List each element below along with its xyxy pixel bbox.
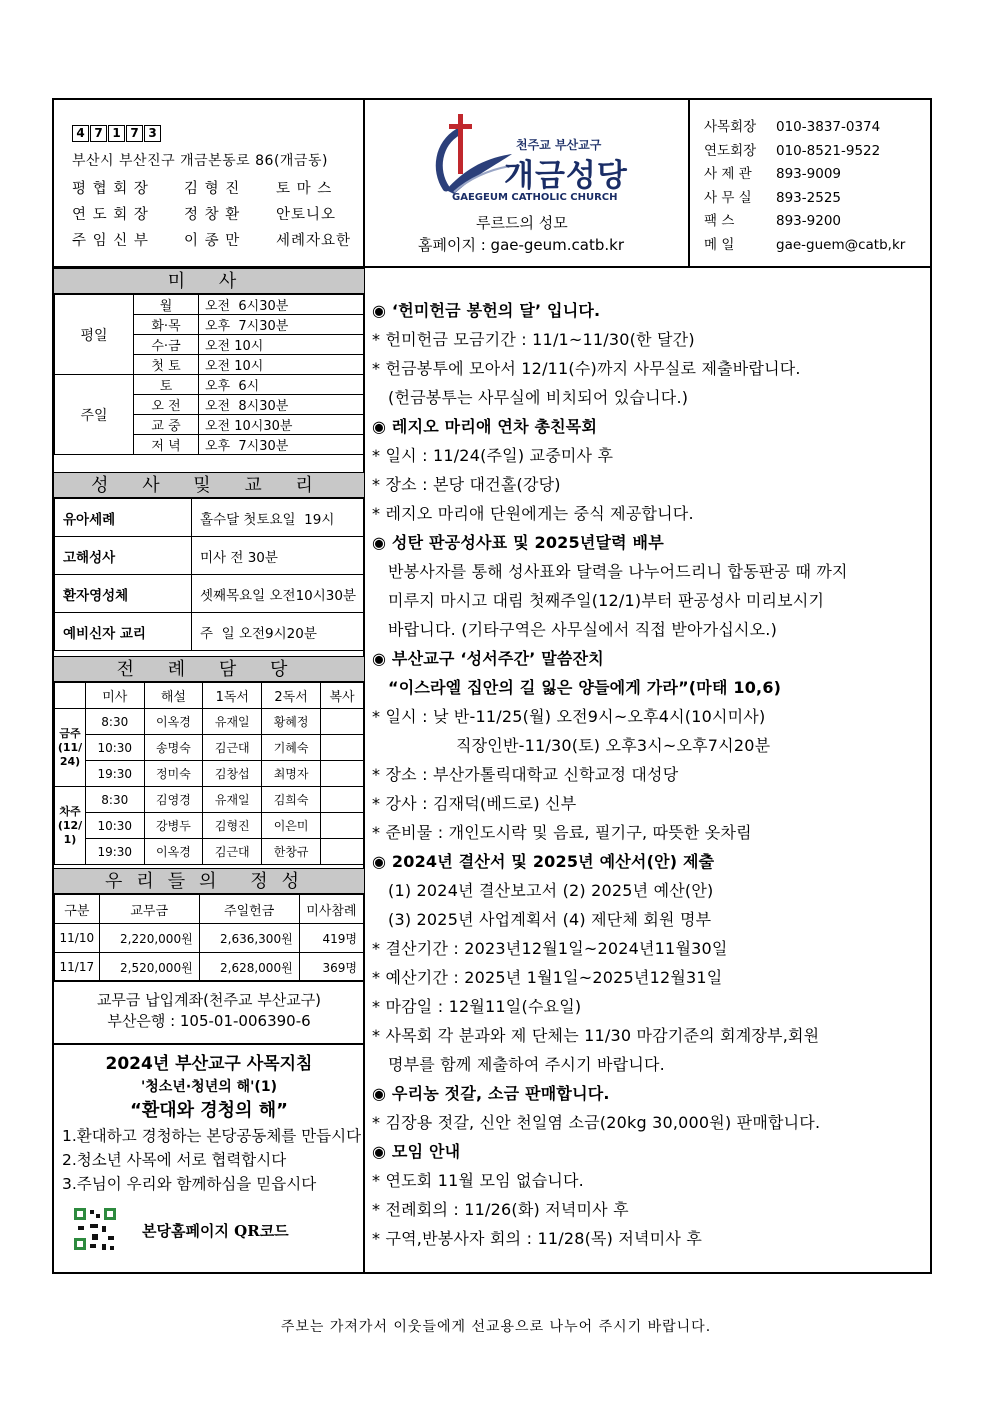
- officer-name: 김 형 진: [184, 181, 241, 197]
- guideline-motto: “환대와 경청의 해”: [130, 1100, 288, 1121]
- liturgy-cell: [321, 709, 364, 735]
- mass-title: 미 사: [54, 268, 364, 294]
- mass-day: 저 녁: [134, 435, 199, 455]
- mass-day: 수·금: [134, 335, 199, 355]
- offerings-title: 우리들의 정성: [54, 868, 364, 894]
- offerings-cell: 419명: [299, 924, 363, 953]
- liturgy-cell: 송명숙: [144, 735, 203, 761]
- notice-line: 반봉사자를 통해 성사표와 달력을 나누어드리니 합동판공 때 까지: [388, 562, 848, 581]
- contact-row: [704, 116, 905, 140]
- postal-digit: 1: [108, 125, 125, 142]
- guideline-item: 2.청소년 사목에 서로 협력합시다: [62, 1151, 287, 1169]
- liturgy-week-label: 차주(12/1): [55, 787, 86, 865]
- liturgy-cell: 유재일: [203, 787, 262, 813]
- notice-heading: ◉ ‘헌미헌금 봉헌의 달’ 입니다.: [372, 301, 601, 320]
- notice-line: * 결산기간 : 2023년12월1일~2024년11월30일: [372, 939, 728, 958]
- notice-line: * 김장용 젓갈, 신안 천일염 소금(20kg 30,000원) 판매합니다.: [372, 1113, 821, 1132]
- notice-heading: ◉ 우리농 젓갈, 소금 판매합니다.: [372, 1084, 610, 1103]
- liturgy-cell: 김영경: [144, 787, 203, 813]
- liturgy-cell: 19:30: [86, 761, 145, 787]
- liturgy-cell: [321, 839, 364, 865]
- mass-group-label: 평일: [55, 295, 134, 375]
- liturgy-header-cell: 미사: [86, 683, 145, 709]
- contact-label: 팩 스: [704, 213, 735, 229]
- liturgy-cell: 10:30: [86, 813, 145, 839]
- sacrament-row: [55, 537, 364, 575]
- account-info: [54, 980, 364, 1032]
- offerings-header-cell: 주일헌금: [199, 895, 299, 924]
- footer-note: 주보는 가져가서 이웃들에게 선교용으로 나누어 주시기 바랍니다.: [280, 1319, 712, 1335]
- offerings-header-cell: 미사참례: [299, 895, 363, 924]
- liturgy-title: 전 례 담 당: [54, 656, 364, 682]
- liturgy-cell: 이은미: [262, 813, 321, 839]
- mass-time: 오전 10시: [199, 335, 364, 355]
- notice-line: (헌금봉투는 사무실에 비치되어 있습니다.): [388, 388, 689, 407]
- contact-row: [704, 187, 905, 211]
- liturgy-cell: 유재일: [203, 709, 262, 735]
- liturgy-cell: 김희숙: [262, 787, 321, 813]
- notice-heading: ◉ 레지오 마리애 연차 총친목회: [372, 417, 598, 436]
- liturgy-cell: 정미숙: [144, 761, 203, 787]
- liturgy-cell: 이옥경: [144, 709, 203, 735]
- mass-day: 월: [134, 295, 199, 315]
- officer-baptismal-name: 세례자요한: [276, 233, 352, 249]
- liturgy-cell: 김창섭: [203, 761, 262, 787]
- officer-row: [72, 202, 351, 228]
- qr-row: [54, 1204, 364, 1260]
- guideline-title: 2024년 부산교구 사목지침: [105, 1054, 313, 1074]
- liturgy-cell: 8:30: [86, 709, 145, 735]
- homepage-link[interactable]: 홈페이지 : gae-geum.catb.kr: [418, 236, 625, 254]
- offerings-cell: 2,520,000원: [99, 953, 199, 982]
- liturgy-header-cell: 1독서: [203, 683, 262, 709]
- notice-heading: ◉ 모임 안내: [372, 1142, 461, 1161]
- officer-row: [72, 176, 351, 202]
- sacraments-title: 성 사 및 교 리: [54, 472, 364, 498]
- notice-line: * 장소 : 본당 대건홀(강당): [372, 475, 561, 494]
- sacrament-time: 미사 전 30분: [192, 537, 364, 575]
- sacrament-row: [55, 575, 364, 613]
- liturgy-row: [55, 813, 364, 839]
- liturgy-row: [55, 761, 364, 787]
- liturgy-cell: 기혜숙: [262, 735, 321, 761]
- officer-baptismal-name: 안토니오: [276, 207, 337, 223]
- liturgy-cell: 10:30: [86, 735, 145, 761]
- liturgy-cell: [321, 787, 364, 813]
- notice-line: * 장소 : 부산가톨릭대학교 신학교정 대성당: [372, 765, 679, 784]
- officer-baptismal-name: 토 마 스: [276, 181, 333, 197]
- liturgy-cell: 강병두: [144, 813, 203, 839]
- offerings-row: [55, 924, 364, 953]
- mass-time: 오전 10시30분: [199, 415, 364, 435]
- mass-day: 첫 토: [134, 355, 199, 375]
- mass-row: [55, 295, 364, 315]
- contact-value: 893-2525: [776, 189, 841, 206]
- liturgy-row: [55, 709, 364, 735]
- liturgy-cell: 김근대: [203, 735, 262, 761]
- liturgy-cell: 김근대: [203, 839, 262, 865]
- qr-code-icon[interactable]: [72, 1206, 118, 1252]
- contact-row: [704, 234, 905, 258]
- notice-heading: ◉ 성탄 판공성사표 및 2025년달력 배부: [372, 533, 664, 552]
- notice-line: 미루지 마시고 대림 첫째주일(12/1)부터 판공성사 미리보시기: [388, 591, 825, 610]
- mass-day: 오 전: [134, 395, 199, 415]
- liturgy-cell: 19:30: [86, 839, 145, 865]
- notice-line: 직장인반-11/30(토) 오후3시~오후7시20분: [456, 736, 771, 755]
- notice-line: 바랍니다. (기타구역은 사무실에서 직접 받아가십시오.): [388, 620, 778, 639]
- mass-time: 오후 7시30분: [199, 435, 364, 455]
- officer-role: 연 도 회 장: [72, 207, 149, 223]
- header-divider-right: [688, 100, 690, 268]
- contact-value: 893-9200: [776, 213, 841, 229]
- liturgy-header-cell: 복사: [321, 683, 364, 709]
- mass-table: [54, 294, 364, 455]
- notice-line: * 구역,반봉사자 회의 : 11/28(목) 저녁미사 후: [372, 1229, 702, 1248]
- offerings-row: [55, 953, 364, 982]
- notice-line: * 레지오 마리애 단원에게는 중식 제공합니다.: [372, 504, 694, 523]
- sacrament-name: 환자영성체: [55, 575, 192, 613]
- officer-role: 평 협 회 장: [72, 181, 149, 197]
- officer-role: 주 임 신 부: [72, 233, 149, 249]
- offerings-cell: 369명: [299, 953, 363, 982]
- liturgy-row: [55, 735, 364, 761]
- header-divider-left: [363, 100, 365, 268]
- notice-line: 명부를 함께 제출하여 주시기 바랍니다.: [388, 1055, 665, 1074]
- guideline-box: [54, 1043, 364, 1260]
- contact-list: [704, 116, 905, 257]
- notices: [372, 296, 928, 1253]
- mass-group-label: 주일: [55, 375, 134, 455]
- contact-label: 사목회장: [704, 119, 757, 135]
- sacrament-name: 고해성사: [55, 537, 192, 575]
- offerings-header-cell: 교무금: [99, 895, 199, 924]
- mass-time: 오후 7시30분: [199, 315, 364, 335]
- guideline-item: 1.환대하고 경청하는 본당공동체를 만듭시다: [62, 1127, 362, 1145]
- liturgy-week-label: 금주(11/24): [55, 709, 86, 787]
- postal-digit: 7: [126, 125, 143, 142]
- church-address: 부산시 부산진구 개금본동로 86(개금동): [72, 153, 328, 169]
- mass-time: 오후 6시: [199, 375, 364, 395]
- officer-row: [72, 228, 351, 254]
- notice-heading: ◉ 2024년 결산서 및 2025년 예산서(안) 제출: [372, 852, 715, 871]
- mass-time: 오전 6시30분: [199, 295, 364, 315]
- notice-line: * 강사 : 김재덕(베드로) 신부: [372, 794, 577, 813]
- sacrament-row: [55, 613, 364, 651]
- contact-row: [704, 210, 905, 234]
- liturgy-header-row: [55, 683, 364, 709]
- notice-line: * 헌금봉투에 모아서 12/11(수)까지 사무실로 제출바랍니다.: [372, 359, 801, 378]
- notice-heading: ◉ 부산교구 ‘성서주간’ 말씀잔치: [372, 649, 604, 668]
- mass-time: 오전 10시: [199, 355, 364, 375]
- contact-label: 메 일: [704, 236, 735, 253]
- liturgy-corner: [55, 683, 86, 709]
- liturgy-cell: [321, 813, 364, 839]
- sacrament-time: 주 일 오전9시20분: [192, 613, 364, 651]
- officer-name: 이 종 만: [184, 233, 241, 249]
- church-name: 개금성당: [504, 158, 628, 194]
- sacrament-row: [55, 499, 364, 537]
- contact-value: 893-9009: [776, 166, 841, 182]
- cross-logo-icon: [424, 110, 514, 202]
- mass-day: 교 중: [134, 415, 199, 435]
- offerings-cell: 2,220,000원: [99, 924, 199, 953]
- contact-row: [704, 140, 905, 164]
- church-logo: [424, 110, 514, 202]
- offerings-table: [54, 894, 364, 982]
- liturgy-cell: 최명자: [262, 761, 321, 787]
- notice-line: * 전례회의 : 11/26(화) 저녁미사 후: [372, 1200, 629, 1219]
- account-line-1: 교무금 납입계좌(천주교 부산교구): [96, 991, 322, 1009]
- liturgy-row: [55, 787, 364, 813]
- sacraments-table: [54, 498, 364, 651]
- contact-value: 010-3837-0374: [776, 119, 881, 135]
- postal-code: [72, 122, 162, 142]
- liturgy-header-cell: 해설: [144, 683, 203, 709]
- bulletin-frame: [52, 98, 932, 1274]
- liturgy-cell: 김형진: [203, 813, 262, 839]
- patron-saint: 루르드의 성모: [476, 214, 568, 232]
- notice-heading: “이스라엘 집안의 길 잃은 양들에게 가라”(마태 10,6): [388, 678, 782, 697]
- offerings-header-row: [55, 895, 364, 924]
- contact-label: 연도회장: [704, 142, 757, 159]
- account-line-2: 부산은행 : 105-01-006390-6: [107, 1012, 311, 1030]
- sacrament-name: 유아세례: [55, 499, 192, 537]
- liturgy-cell: [321, 761, 364, 787]
- liturgy-cell: 8:30: [86, 787, 145, 813]
- postal-digit: 7: [90, 125, 107, 142]
- offerings-cell: 11/17: [55, 953, 100, 982]
- liturgy-cell: 한창규: [262, 839, 321, 865]
- mass-time: 오전 8시30분: [199, 395, 364, 415]
- sacrament-name: 예비신자 교리: [55, 613, 192, 651]
- contact-label: 사 제 관: [704, 166, 752, 182]
- contact-value: 010-8521-9522: [776, 142, 881, 159]
- officer-list: [72, 176, 351, 254]
- guideline-items: [54, 1124, 364, 1196]
- sacrament-time: 홀수달 첫토요일 19시: [192, 499, 364, 537]
- liturgy-cell: 황혜정: [262, 709, 321, 735]
- notice-line: * 예산기간 : 2025년 1월1일~2025년12월31일: [372, 968, 723, 987]
- contact-label: 사 무 실: [704, 189, 752, 206]
- liturgy-row: [55, 839, 364, 865]
- offerings-cell: 2,628,000원: [199, 953, 299, 982]
- notice-line: * 일시 : 낮 반-11/25(월) 오전9시~오후4시(10시미사): [372, 707, 766, 726]
- offerings-cell: 11/10: [55, 924, 100, 953]
- guideline-subtitle: '청소년·청년의 해'(1): [141, 1079, 277, 1095]
- notice-line: * 헌미헌금 모금기간 : 11/1~11/30(한 달간): [372, 330, 695, 349]
- notice-line: (3) 2025년 사업계획서 (4) 제단체 회원 명부: [388, 910, 712, 929]
- church-name-en: GAEGEUM CATHOLIC CHURCH: [452, 192, 618, 203]
- offerings-cell: 2,636,300원: [199, 924, 299, 953]
- notice-line: * 준비물 : 개인도시락 및 음료, 필기구, 따뜻한 옷차림: [372, 823, 752, 842]
- notice-line: * 일시 : 11/24(주일) 교중미사 후: [372, 446, 614, 465]
- notice-line: (1) 2024년 결산보고서 (2) 2025년 예산(안): [388, 881, 714, 900]
- mass-day: 화·목: [134, 315, 199, 335]
- postal-digit: 4: [72, 125, 89, 142]
- liturgy-cell: [321, 735, 364, 761]
- qr-label: 본당홈페이지 QR코드: [142, 1222, 289, 1240]
- notice-line: * 사목회 각 분과와 제 단체는 11/30 마감기준의 회계장부,회원: [372, 1026, 820, 1045]
- sacrament-time: 셋째목요일 오전10시30분: [192, 575, 364, 613]
- officer-name: 정 창 환: [184, 207, 241, 223]
- notice-line: * 연도회 11월 모임 없습니다.: [372, 1171, 584, 1190]
- diocese-label: 천주교 부산교구: [516, 138, 602, 152]
- notice-line: * 마감일 : 12월11일(수요일): [372, 997, 582, 1016]
- offerings-header-cell: 구분: [55, 895, 100, 924]
- liturgy-header-cell: 2독서: [262, 683, 321, 709]
- contact-value: gae-guem@catb,kr: [776, 236, 906, 253]
- liturgy-table: [54, 682, 364, 865]
- contact-row: [704, 163, 905, 187]
- guideline-item: 3.주님이 우리와 함께하심을 믿읍시다: [62, 1175, 317, 1193]
- postal-digit: 3: [144, 125, 161, 142]
- mass-row: [55, 375, 364, 395]
- liturgy-cell: 이옥경: [144, 839, 203, 865]
- mass-day: 토: [134, 375, 199, 395]
